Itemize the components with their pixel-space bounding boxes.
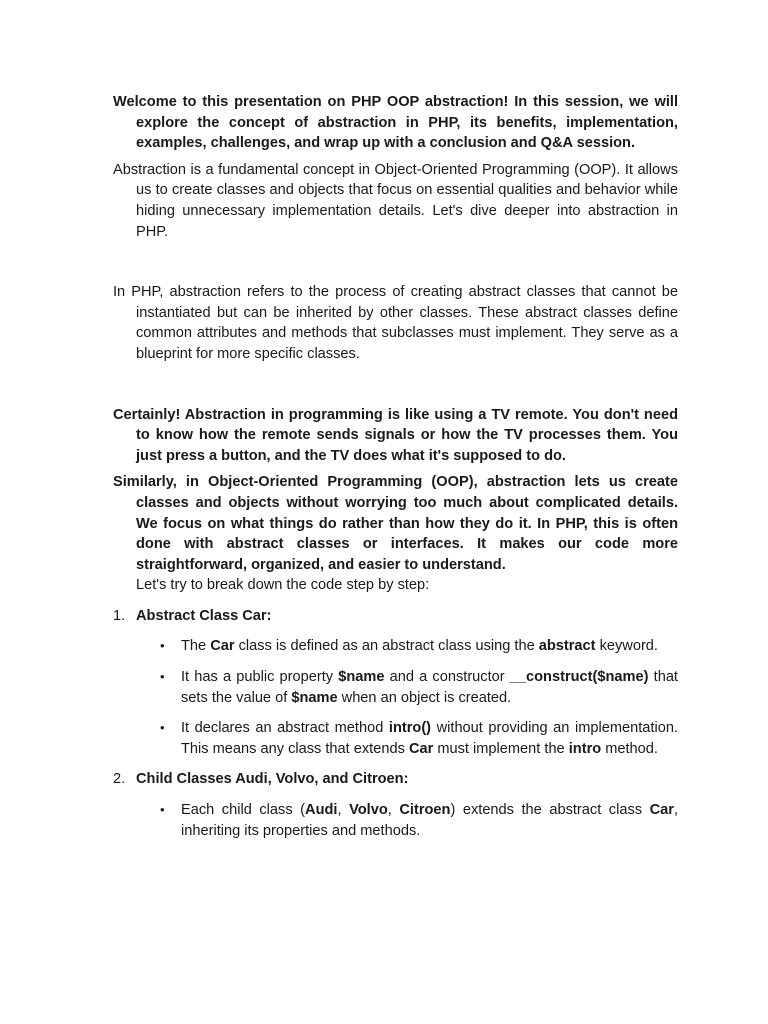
bold-text-run: intro (568, 740, 602, 757)
text-run: method. (601, 740, 658, 757)
bold-text-run: __construct($name) (509, 669, 649, 686)
bold-text-run: Car (408, 740, 434, 757)
bullet-icon: • (160, 802, 165, 818)
bullet-item (113, 800, 678, 841)
bullet-text (181, 720, 678, 757)
bullet-text (181, 638, 658, 654)
welcome-paragraph: Welcome to this presentation on PHP OOP abstraction! In this session, we will explore the concept of abstraction in PHP, its benefits, implementation, examples, challenges, and wrap up with a conclusion and Q&A session. (113, 94, 678, 152)
text-run: , inheriting its properties and methods. (181, 802, 679, 839)
step-number: 2. (113, 771, 126, 788)
text-run: Each child class ( (181, 802, 306, 819)
text-run: and a constructor (384, 669, 510, 686)
bullet-item (113, 667, 678, 708)
steps-list (113, 606, 678, 841)
bold-text-run: Volvo (349, 802, 388, 819)
step-2-bullets (113, 800, 678, 841)
text-run: , (387, 802, 400, 819)
abstraction-definition-paragraph: Abstraction is a fundamental concept in Object-Oriented Programming (OOP). It allows us to create classes and objects that focus on essential qualities and behavior while hiding unnecessary implementation details. Let's dive deeper into abstraction in PHP. (113, 161, 678, 240)
bullet-icon: • (160, 669, 165, 685)
text-run: without providing an implementation. This means any class that extends (181, 720, 678, 757)
bold-text-run: Car (649, 802, 674, 819)
bold-text-run: abstract (538, 638, 596, 655)
bullet-text (181, 802, 678, 839)
text-run: ) extends the abstract class (450, 802, 650, 819)
text-run: It has a public property (181, 669, 339, 686)
text-run: when an object is created. (337, 689, 512, 706)
bold-text-run: $name (291, 689, 338, 706)
bullet-text (181, 669, 678, 706)
text-run: that sets the value of (181, 669, 678, 706)
step-number: 1. (113, 607, 126, 624)
bold-text-run: $name (338, 669, 385, 686)
text-run: The (181, 638, 211, 655)
bullet-item (113, 636, 678, 657)
bold-text-run: intro() (388, 720, 432, 737)
bold-text-run: Audi (305, 802, 338, 819)
text-run: , (337, 802, 350, 819)
text-run: must implement the (433, 740, 569, 757)
step-title: Abstract Class Car: (136, 607, 272, 624)
step-intro-text: Let's try to break down the code step by step: (136, 577, 430, 594)
step-1-bullets (113, 636, 678, 759)
text-run: class is defined as an abstract class using the (234, 638, 539, 655)
step-item-1 (113, 606, 678, 627)
step-item-2 (113, 769, 678, 790)
text-run: It declares an abstract method (181, 720, 389, 737)
php-abstraction-paragraph: In PHP, abstraction refers to the process of creating abstract classes that cannot be instantiated but can be inherited by other classes. These abstract classes define common attributes and methods that subclasses must implement. They serve as a blueprint for more specific classes. (113, 284, 678, 362)
tv-remote-analogy-paragraph: Certainly! Abstraction in programming is like using a TV remote. You don't need to know how the remote sends signals or how the TV processes them. You just press a button, and the TV does what it's supposed to do. (113, 406, 678, 464)
step-title: Child Classes Audi, Volvo, and Citroen: (136, 771, 409, 788)
text-run: keyword. (595, 638, 658, 655)
oop-abstraction-paragraph: Similarly, in Object-Oriented Programming (OOP), abstraction lets us create classes and objects without worrying too much about complicated details. We focus on what things do rather than how they do it. In PHP, this is often done with abstract classes or interfaces. It makes our code more straightforward, organized, and easier to understand. (113, 474, 678, 573)
bullet-icon: • (160, 720, 165, 736)
bold-text-run: Citroen (399, 802, 451, 819)
bullet-item (113, 718, 678, 759)
bold-text-run: Car (210, 638, 235, 655)
bullet-icon: • (160, 638, 165, 654)
